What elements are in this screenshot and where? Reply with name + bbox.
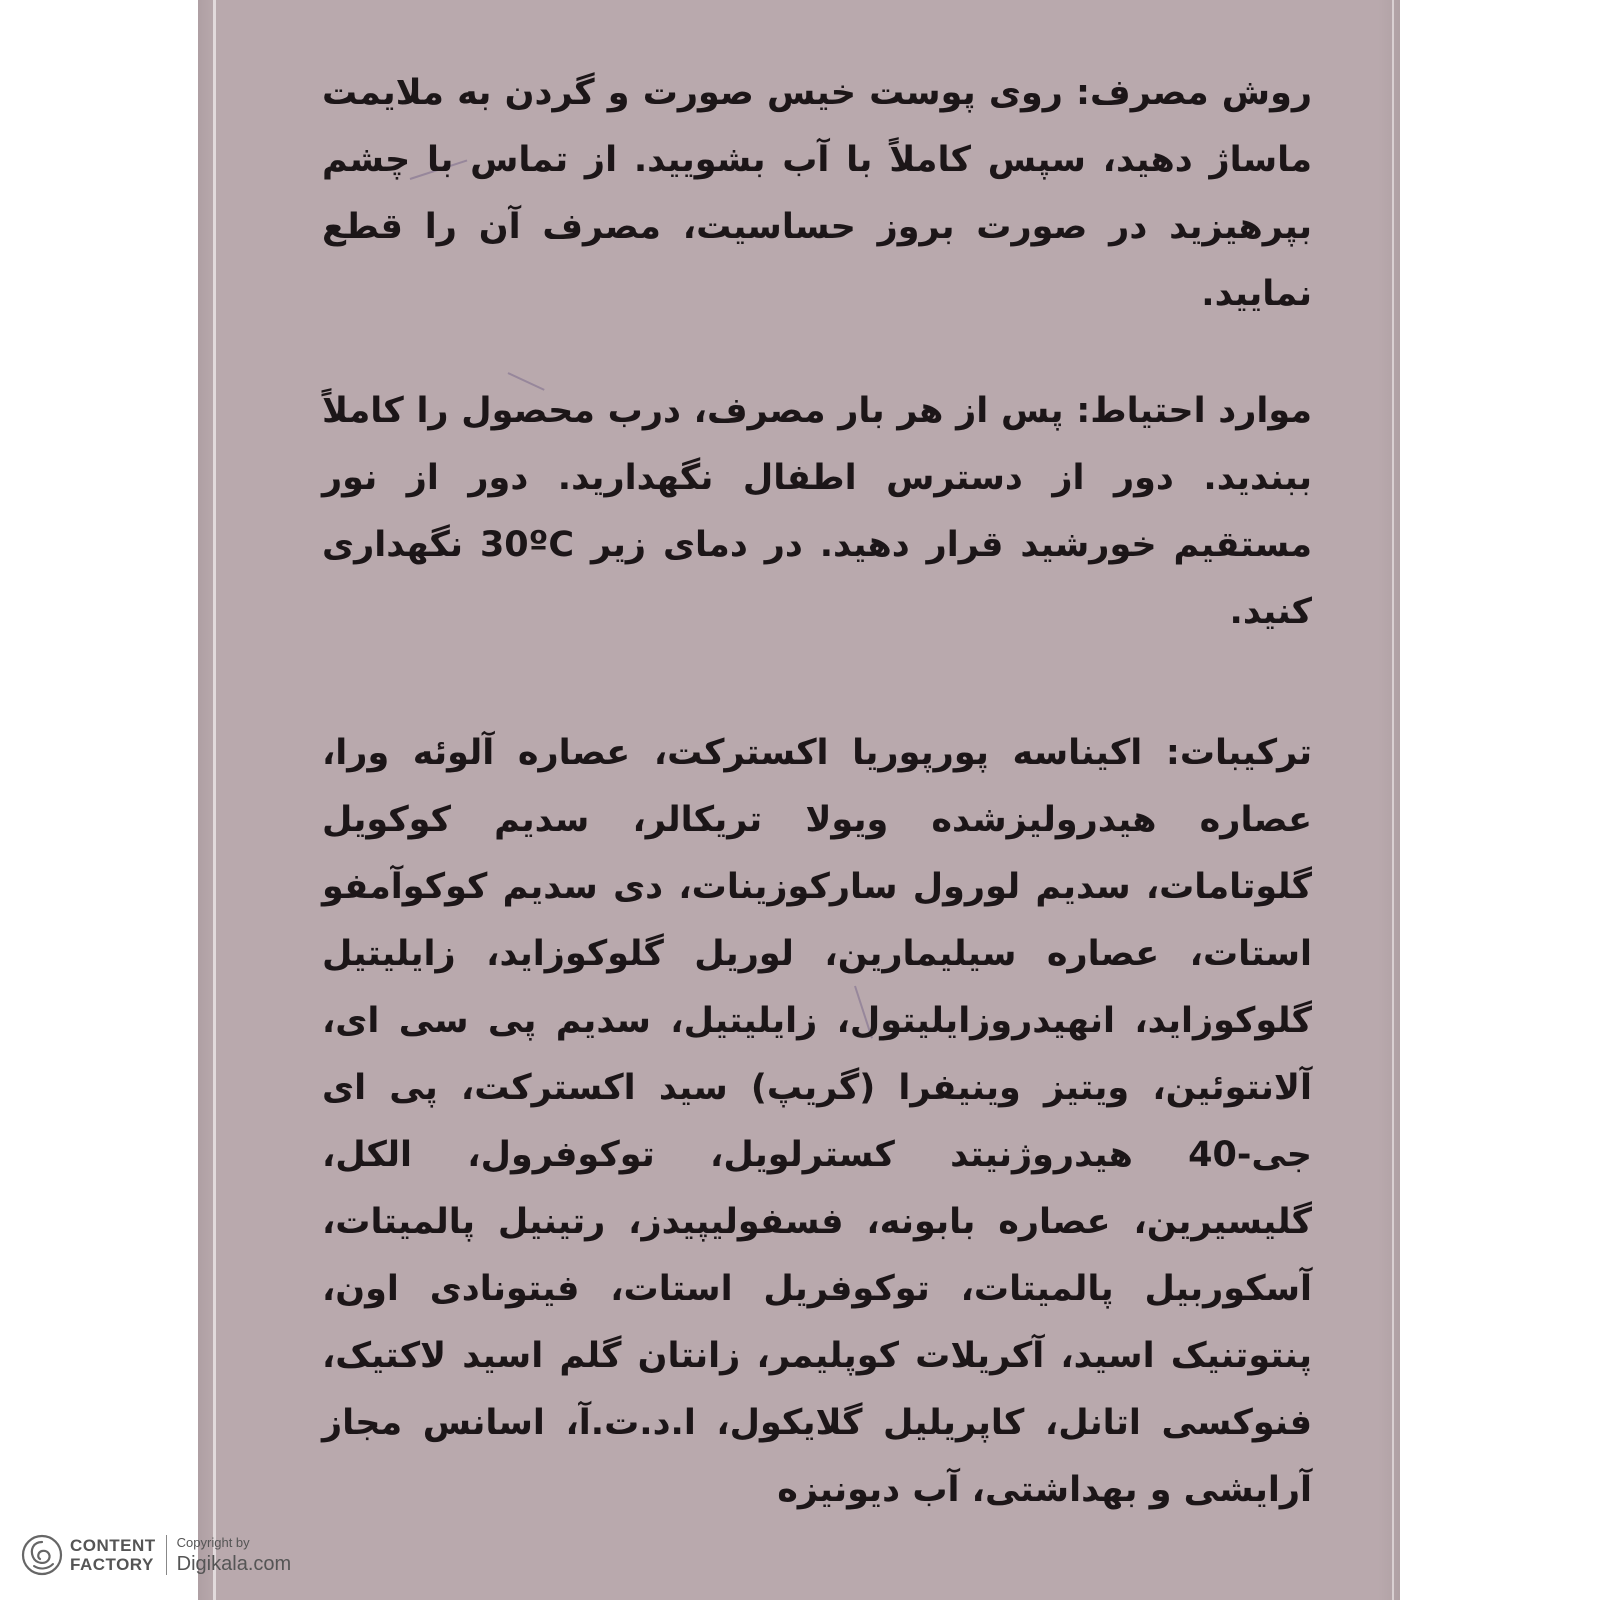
label-text-block	[322, 60, 1312, 1524]
storage-temperature: 30ºC	[479, 525, 575, 565]
peg-number: 40	[1188, 1135, 1237, 1175]
content-factory-watermark	[20, 1527, 291, 1583]
packaging-fold-right	[1392, 0, 1394, 1600]
ingredients-text-end: هیدروژنیتد کسترلویل، توکوفرول، الکل، گلیسیرین، عصاره بابونه، فسفولیپیدز، رتینیل پالمیتات، آسکوربیل پالمیتات، توکوفریل استات، فیتونادی اون، پنتوتنیک اسید، آکریلات کوپلیمر، زانتان گلم اسید لاکتیک، فنوکسی اتانل، کاپریلیل گلایکول، ا.د.ت.آ، اسانس مجاز آرایشی و بهداشتی، آب دیونیزه	[322, 1135, 1312, 1510]
logo-line-factory: FACTORY	[70, 1555, 154, 1574]
ingredients-text: اکیناسه پورپوریا اکسترکت، عصاره آلوئه ورا، عصاره هیدرولیزشده ویولا تریکالر، سدیم کوکویل گلوتامات، سدیم لورول سارکوزینات، دی سدیم کوکوآمفو استات، عصاره سیلیمارین، لوریل گلوکوزاید، زایلیتیل گلوکوزاید، انهیدروزایلیتول، زایلیتیل، سدیم پی سی ای، آلانتوئین، ویتیز وینیفرا (گریپ) سید اکسترکت، پی ای جی-	[322, 733, 1312, 1175]
precautions-section	[322, 378, 1312, 646]
usage-label: روش مصرف:	[1076, 73, 1313, 113]
copyright-site: Digikala.com	[176, 1553, 292, 1575]
ingredients-section	[322, 720, 1312, 1524]
logo-wordmark	[70, 1536, 156, 1574]
content-factory-logo-icon	[20, 1533, 64, 1577]
precautions-label: موارد احتیاط:	[1076, 391, 1312, 431]
usage-text: روی پوست خیس صورت و گردن به ملایمت ماساژ دهید، سپس کاملاً با آب بشویید. از تماس با چشم بپرهیزید در صورت بروز حساسیت، مصرف آن را قطع نمایید.	[322, 73, 1312, 314]
precautions-text: پس از هر بار مصرف، درب محصول را کاملاً ببندید. دور از دسترس اطفال نگهدارید. دور از نور مستقیم خورشید قرار دهید. در دمای زیر	[322, 391, 1313, 565]
copyright-block	[177, 1534, 291, 1576]
logo-line-content: CONTENT	[70, 1536, 156, 1555]
watermark-divider	[166, 1535, 167, 1575]
copyright-label: Copyright by	[176, 1535, 250, 1550]
usage-section	[322, 60, 1312, 328]
ingredients-label: ترکیبات:	[1165, 733, 1312, 773]
packaging-fold-left	[213, 0, 216, 1600]
precautions-text-end: نگهداری کنید.	[322, 525, 1312, 632]
